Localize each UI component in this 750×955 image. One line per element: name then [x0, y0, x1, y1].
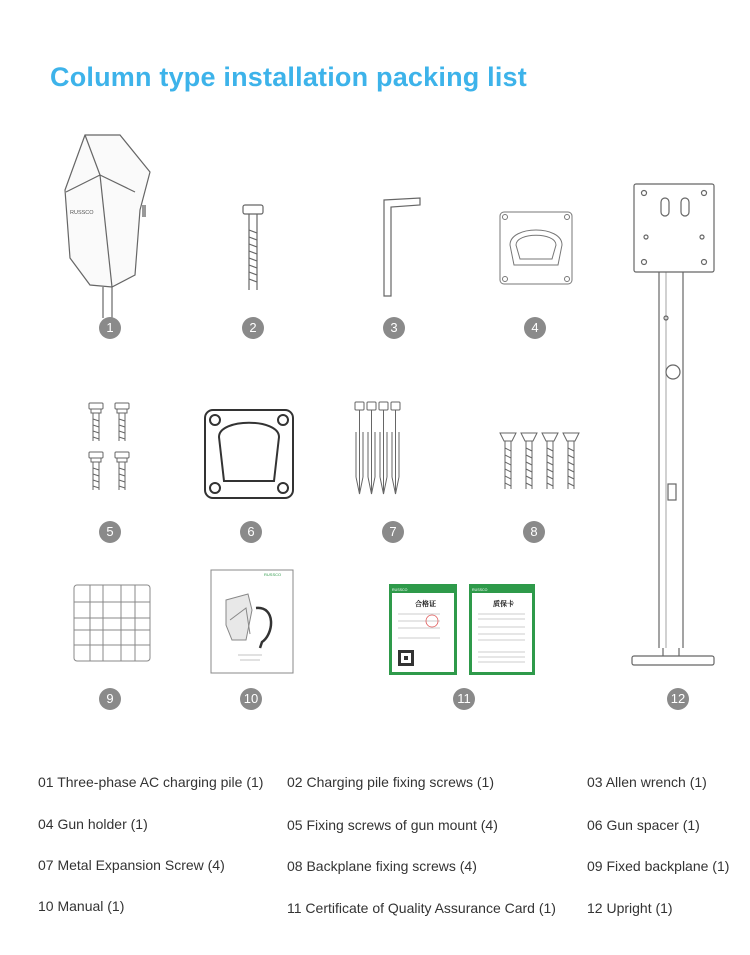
expansion-screws-illustration: [355, 402, 400, 494]
badge-3: 3: [383, 317, 405, 339]
badge-11: 11: [453, 688, 475, 710]
list-item-09: 09 Fixed backplane (1): [587, 858, 730, 874]
badge-8: 8: [523, 521, 545, 543]
warranty-title-text: 质保卡: [493, 600, 514, 608]
charging-pile-illustration: [65, 135, 150, 318]
list-item-03: 03 Allen wrench (1): [587, 774, 707, 790]
list-item-12: 12 Upright (1): [587, 900, 673, 916]
page-title: Column type installation packing list: [50, 62, 527, 92]
badge-10: 10: [240, 688, 262, 710]
list-item-06: 06 Gun spacer (1): [587, 817, 700, 833]
list-item-07: 07 Metal Expansion Screw (4): [38, 857, 225, 873]
gun-holder-illustration: [500, 212, 572, 284]
certificate-card-illustration: [389, 584, 457, 675]
pile-brand-text: RUSSCO: [70, 210, 94, 216]
badge-5: 5: [99, 521, 121, 543]
badge-4: 4: [524, 317, 546, 339]
backplane-screws-illustration: [500, 433, 579, 489]
gun-mount-screws-illustration: [89, 403, 129, 490]
warranty-brand-text: RUSSCO: [472, 588, 488, 592]
badge-1: 1: [99, 317, 121, 339]
badge-6: 6: [240, 521, 262, 543]
manual-illustration: [211, 570, 293, 673]
badge-7: 7: [382, 521, 404, 543]
list-item-10: 10 Manual (1): [38, 898, 125, 914]
certificate-title-text: 合格证: [415, 600, 436, 608]
manual-brand-text: RUSSCO: [264, 572, 282, 577]
list-item-05: 05 Fixing screws of gun mount (4): [287, 817, 498, 833]
certificate-brand-text: RUSSCO: [392, 588, 408, 592]
gun-spacer-illustration: [205, 410, 293, 498]
list-item-04: 04 Gun holder (1): [38, 816, 148, 832]
warranty-card-illustration: [469, 584, 535, 675]
fixing-screw-illustration: [243, 205, 263, 290]
upright-illustration: [632, 184, 714, 665]
allen-wrench-illustration: [384, 198, 420, 296]
badge-9: 9: [99, 688, 121, 710]
list-item-02: 02 Charging pile fixing screws (1): [287, 774, 494, 790]
fixed-backplane-illustration: [74, 585, 150, 661]
list-item-11: 11 Certificate of Quality Assurance Card (1): [287, 900, 556, 916]
badge-12: 12: [667, 688, 689, 710]
badge-2: 2: [242, 317, 264, 339]
list-item-01: 01 Three-phase AC charging pile (1): [38, 774, 264, 790]
list-item-08: 08 Backplane fixing screws (4): [287, 858, 477, 874]
